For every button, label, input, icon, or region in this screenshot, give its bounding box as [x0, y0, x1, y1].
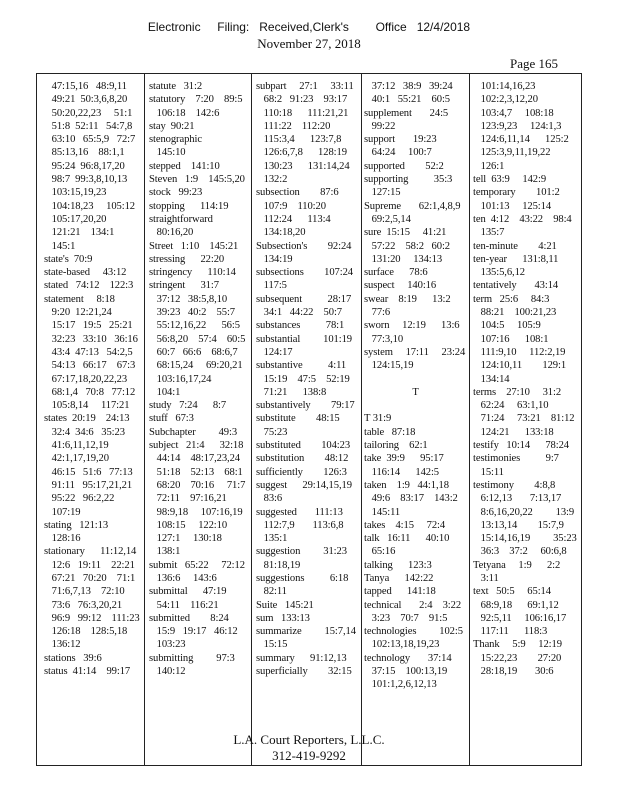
index-entry-line: 111:9,10 112:2,19 [473, 346, 566, 358]
index-column-3 [256, 80, 359, 678]
index-entry-line: tailoring 62:1 [364, 440, 428, 452]
index-entry-line: substantively 79:17 [256, 400, 355, 412]
index-entry-line: 126:6,7,8 128:19 [256, 147, 347, 159]
index-entry-line: testify 10:14 78:24 [473, 440, 569, 452]
index-entry-line: 15:14,16,19 35:23 [473, 533, 577, 545]
index-entry-line: ten 4:12 43:22 98:4 [473, 213, 572, 225]
index-entry-line: talk 16:11 40:10 [364, 533, 450, 545]
index-entry-line: 98:9,18 107:16,19 [149, 506, 243, 518]
index-entry-line: 54:11 116:21 [149, 599, 219, 611]
index-entry-line: temporary 101:2 [473, 187, 560, 199]
index-entry-line: 55:12,16,22 56:5 [149, 320, 240, 332]
index-entry-line: table 87:18 [364, 426, 416, 438]
index-entry-line: 91:11 95:17,21,21 [44, 479, 133, 491]
index-entry-line: 68:2 91:23 93:17 [256, 94, 348, 106]
index-entry-line: 134:14 [473, 373, 510, 385]
index-entry-line: 104:5 105:9 [473, 320, 541, 332]
index-entry-line: 124:21 133:18 [473, 426, 554, 438]
index-entry-line: 77:3,10 [364, 333, 404, 345]
index-entry-line: 145:1 [44, 240, 76, 252]
index-entry-line: 63:10 65:5,9 72:7 [44, 134, 136, 146]
index-entry-line: 67:17,18,20,22,23 [44, 373, 128, 385]
index-entry-line: study 7:24 8:7 [149, 400, 227, 412]
index-entry-line: 32:4 34:6 35:23 [44, 426, 125, 438]
index-entry-line: 103:4,7 108:18 [473, 107, 554, 119]
index-entry-line: 15:9 19:17 46:12 [149, 626, 238, 638]
index-entry-line: technologies 102:5 [364, 626, 463, 638]
index-entry-line: T 31:9 [364, 413, 392, 425]
index-entry-line: surface 78:6 [364, 267, 428, 279]
index-entry-line: 57:22 58:2 60:2 [364, 240, 450, 252]
index-entry-line: supporting 35:3 [364, 174, 453, 186]
index-entry-line: 71:21 138:8 [256, 386, 327, 398]
index-entry-line: terms 27:10 31:2 [473, 386, 562, 398]
index-entry-line: ten-year 131:8,11 [473, 253, 559, 265]
index-entry-line: 72:11 97:16,21 [149, 493, 227, 505]
index-entry-line: substitute 48:15 [256, 413, 340, 425]
index-entry-line: 15:11 [473, 466, 504, 478]
index-entry-line: 96:9 99:12 111:23 [44, 612, 140, 624]
index-entry-line: submit 65:22 72:12 [149, 559, 245, 571]
index-entry-line: 68:20 70:16 71:7 [149, 479, 246, 491]
index-entry-line: state-based 43:12 [44, 267, 127, 279]
index-entry-line: takes 4:15 72:4 [364, 519, 446, 531]
index-entry-line: Subchapter 49:3 [149, 426, 238, 438]
index-entry-line: 42:1,17,19,20 [44, 453, 109, 465]
index-entry-line [364, 373, 467, 386]
index-entry-line: 95:24 96:8,17,20 [44, 160, 125, 172]
index-entry-line: 34:1 44:22 50:7 [256, 307, 342, 319]
index-entry-line: 32:23 33:10 36:16 [44, 333, 138, 345]
filing-stamp-line: Electronic Filing: Received,Clerk's Office 12/4/2018 [147, 20, 471, 34]
index-entry-line: 103:15,19,23 [44, 187, 107, 199]
index-entry-line: 95:22 96:2,22 [44, 493, 115, 505]
index-entry-line: 103:23 [149, 639, 186, 651]
index-entry-line: 6:12,13 7:13,17 [473, 493, 562, 505]
index-entry-line: 28:18,19 30:6 [473, 666, 554, 678]
index-entry-line: submitting 97:3 [149, 652, 235, 664]
index-entry-line [364, 399, 467, 412]
index-entry-line: Tetyana 1:9 2:2 [473, 559, 561, 571]
index-entry-line: system 17:11 23:24 [364, 346, 466, 358]
index-entry-line: 71:6,7,13 72:10 [44, 586, 125, 598]
index-entry-line: 117:11 118:3 [473, 626, 548, 638]
index-entry-line: 88:21 100:21,23 [473, 307, 557, 319]
index-entry-line: 49:21 50:3,6,8,20 [44, 94, 128, 106]
index-entry-line: suspect 140:16 [364, 280, 437, 292]
index-entry-line: stuff 67:3 [149, 413, 194, 425]
index-entry-line: 75:23 [256, 426, 288, 438]
index-column-4 [364, 80, 467, 692]
index-entry-line: substituted 104:23 [256, 440, 351, 452]
index-entry-line: suggest 29:14,15,19 [256, 479, 352, 491]
index-entry-line: swear 8:19 13:2 [364, 293, 451, 305]
index-entry-line: 37:15 100:13,19 [364, 666, 448, 678]
column-divider [144, 73, 145, 766]
index-entry-line: stating 121:13 [44, 519, 109, 531]
index-entry-line: 135:1 [256, 533, 288, 545]
index-entry-line: stationary 11:12,14 [44, 546, 137, 558]
index-entry-line: stenographic [149, 134, 202, 146]
index-entry-line: subject 21:4 32:18 [149, 440, 244, 452]
index-entry-line: 81:18,19 [256, 559, 301, 571]
index-entry-line: statutory 7:20 89:5 [149, 94, 243, 106]
index-entry-line: 8:6,16,20,22 13:9 [473, 506, 575, 518]
index-entry-line: 130:23 131:14,24 [256, 160, 350, 172]
index-entry-line: substantive 4:11 [256, 360, 347, 372]
column-divider [469, 73, 470, 766]
index-entry-line: 64:24 100:7 [364, 147, 432, 159]
index-entry-line: 102:13,18,19,23 [364, 639, 440, 651]
index-entry-line: ten-minute 4:21 [473, 240, 557, 252]
index-entry-line: stringent 31:7 [149, 280, 219, 292]
index-entry-line: Tanya 142:22 [364, 572, 434, 584]
index-entry-line: 140:12 [149, 666, 186, 678]
index-entry-line: 117:5 [256, 280, 287, 292]
index-entry-line: 101:14,16,23 [473, 81, 536, 92]
index-entry-line: 108:15 122:10 [149, 519, 228, 531]
index-entry-line: 71:24 73:21 81:12 [473, 413, 575, 425]
index-entry-line: stations 39:6 [44, 652, 102, 664]
index-entry-line: 83:6 [256, 493, 283, 505]
index-entry-line: 54:13 66:17 67:3 [44, 360, 136, 372]
page-number: Page 165 [509, 56, 558, 71]
index-entry-line: 126:1 [473, 160, 505, 172]
index-entry-line: 40:1 55:21 60:5 [364, 94, 450, 106]
index-entry-line: submittal 47:19 [149, 586, 227, 598]
index-entry-line: 49:6 83:17 143:2 [364, 493, 458, 505]
index-entry-line: 43:4 47:13 54:2,5 [44, 346, 133, 358]
index-entry-line: text 50:5 65:14 [473, 586, 551, 598]
index-entry-line: tell 63:9 142:9 [473, 174, 547, 186]
index-entry-line: support 19:23 [364, 134, 437, 146]
index-entry-line: 124:15,19 [364, 360, 414, 372]
index-entry-line: tapped 141:18 [364, 586, 436, 598]
index-entry-line: 44:14 48:17,23,24 [149, 453, 240, 465]
index-entry-line: stock 99:23 [149, 187, 203, 199]
index-entry-line: technical 2:4 3:22 [364, 599, 462, 611]
index-entry-line: 104:18,23 105:12 [44, 200, 135, 212]
index-entry-line: substances 78:1 [256, 320, 345, 332]
index-entry-line: supported 52:2 [364, 160, 444, 172]
index-entry-line: subsequent 28:17 [256, 293, 352, 305]
index-entry-line: sum 133:13 [256, 612, 310, 624]
index-entry-line: 13:13,14 15:7,9 [473, 519, 564, 531]
index-entry-line: 60:7 66:6 68:6,7 [149, 346, 238, 358]
index-entry-line: 92:5,11 106:16,17 [473, 612, 567, 624]
index-entry-line: sworn 12:19 13:6 [364, 320, 460, 332]
index-entry-line: 68:15,24 69:20,21 [149, 360, 243, 372]
index-entry-line: states 20:19 24:13 [44, 413, 130, 425]
index-entry-line: subpart 27:1 33:11 [256, 81, 354, 92]
index-entry-line: stopping 114:19 [149, 200, 229, 212]
index-entry-line: suggestions 6:18 [256, 572, 349, 584]
index-entry-line: 39:23 40:2 55:7 [149, 307, 235, 319]
index-entry-line: 101:13 125:14 [473, 200, 552, 212]
index-entry-line: suggestion 31:23 [256, 546, 347, 558]
index-entry-line: 112:7,9 113:6,8 [256, 519, 344, 531]
index-entry-line: 41:6,11,12,19 [44, 440, 109, 452]
index-entry-line: 67:21 70:20 71:1 [44, 572, 136, 584]
index-entry-line: talking 123:3 [364, 559, 432, 571]
index-entry-line: 121:21 134:1 [44, 227, 115, 239]
index-entry-line: stepped 141:10 [149, 160, 220, 172]
index-column-5 [473, 80, 580, 678]
index-entry-line: taken 1:9 44:1,18 [364, 479, 449, 491]
index-entry-line: 138:1 [149, 546, 181, 558]
reporter-phone: 312-419-9292 [272, 748, 346, 763]
index-entry-line: submitted 8:24 [149, 612, 229, 624]
index-entry-line: 107:16 108:1 [473, 333, 549, 345]
index-entry-line: 107:19 [44, 506, 81, 518]
index-entry-line: 69:2,5,14 [364, 213, 411, 225]
index-entry-line: 46:15 51:6 77:13 [44, 466, 133, 478]
column-divider [251, 73, 252, 766]
index-entry-line: 136:12 [44, 639, 81, 651]
index-entry-line: stated 74:12 122:3 [44, 280, 134, 292]
index-entry-line: 50:20,22,23 51:1 [44, 107, 133, 119]
index-entry-line: 15:22,23 27:20 [473, 652, 562, 664]
index-column-2 [149, 80, 249, 678]
index-entry-line: T [412, 386, 419, 398]
index-entry-line: 99:22 [364, 120, 396, 132]
index-entry-line: 124:10,11 129:1 [473, 360, 567, 372]
index-entry-line: 145:11 [364, 506, 401, 518]
index-entry-line: 101:1,2,6,12,13 [364, 679, 437, 691]
index-entry-line: 131:20 134:13 [364, 253, 443, 265]
index-entry-line: subsection 87:6 [256, 187, 339, 199]
index-entry-line: summary 91:12,13 [256, 652, 347, 664]
index-entry-line: 82:11 [256, 586, 287, 598]
index-entry-line: 56:8,20 57:4 60:5 [149, 333, 246, 345]
index-entry-line: 77:6 [364, 307, 391, 319]
index-entry-line: 124:17 [256, 346, 293, 358]
index-entry-line: substantial 101:19 [256, 333, 352, 345]
index-entry-line: 80:16,20 [149, 227, 194, 239]
index-entry-line: 68:9,18 69:1,12 [473, 599, 559, 611]
index-entry-line: 134:18,20 [256, 227, 306, 239]
index-entry-line: statute 31:2 [149, 81, 203, 92]
index-entry-line: status 41:14 99:17 [44, 666, 131, 678]
index-entry-line: 51:18 52:13 68:1 [149, 466, 243, 478]
index-entry-line: Street 1:10 145:21 [149, 240, 239, 252]
index-entry-line: stressing 22:20 [149, 253, 225, 265]
index-entry-line: 125:3,9,11,19,22 [473, 147, 551, 159]
index-entry-line: 37:12 38:9 39:24 [364, 81, 453, 92]
filing-date-line: November 27, 2018 [257, 36, 361, 51]
index-entry-line: Steven 1:9 145:5,20 [149, 174, 245, 186]
index-entry-line: term 25:6 84:3 [473, 293, 550, 305]
index-entry-line: superficially 32:15 [256, 666, 352, 678]
index-entry-line: 73:6 76:3,20,21 [44, 599, 123, 611]
index-entry-line: supplement 24:5 [364, 107, 449, 119]
index-entry-line: Subsection's 92:24 [256, 240, 352, 252]
index-entry-line: 103:16,17,24 [149, 373, 212, 385]
index-entry-line: technology 37:14 [364, 652, 452, 664]
index-entry-line: 105:17,20,20 [44, 213, 107, 225]
index-entry-line: 98:7 99:3,8,10,13 [44, 174, 128, 186]
index-entry-line: Supreme 62:1,4,8,9 [364, 200, 461, 212]
index-entry-line: 107:9 110:20 [256, 200, 326, 212]
index-entry-line: 36:3 37:2 60:6,8 [473, 546, 567, 558]
index-entry-line: 112:24 113:4 [256, 213, 331, 225]
index-entry-line: sure 15:15 41:21 [364, 227, 447, 239]
index-entry-line: 65:16 [364, 546, 396, 558]
index-entry-line: 15:19 47:5 52:19 [256, 373, 350, 385]
index-entry-line: 111:22 112:20 [256, 120, 331, 132]
index-column-1 [44, 80, 142, 678]
index-entry-line: 37:12 38:5,8,10 [149, 293, 228, 305]
index-entry-line: 51:8 52:11 54:7,8 [44, 120, 133, 132]
reporter-company: L.A. Court Reporters, L.L.C. [233, 732, 385, 747]
index-entry-line: 132:2 [256, 174, 288, 186]
index-entry-line: stay 90:21 [149, 120, 195, 132]
index-entry-line: 136:6 143:6 [149, 572, 217, 584]
index-entry-line: 85:13,16 88:1,1 [44, 147, 125, 159]
index-entry-line: 127:15 [364, 187, 401, 199]
index-entry-line: 12:6 19:11 22:21 [44, 559, 135, 571]
index-entry-line: 47:15,16 48:9,11 [44, 81, 127, 92]
index-entry-line: statement 8:18 [44, 293, 115, 305]
index-entry-line: 110:18 111:21,21 [256, 107, 349, 119]
index-entry-line: 15:15 [256, 639, 288, 651]
index-entry-line: 9:20 12:21,24 [44, 307, 112, 319]
index-entry-line: sufficiently 126:3 [256, 466, 347, 478]
index-entry-line: state's 70:9 [44, 253, 93, 265]
index-entry-line: 135:5,6,12 [473, 267, 525, 279]
index-entry-line: 116:14 142:5 [364, 466, 440, 478]
index-entry-line: 105:8,14 117:21 [44, 400, 130, 412]
index-entry-line: stringency 110:14 [149, 267, 236, 279]
index-entry-line: 123:9,23 124:1,3 [473, 120, 562, 132]
index-entry-line: testimony 4:8,8 [473, 479, 556, 491]
index-entry-line: 62:24 63:1,10 [473, 400, 549, 412]
index-entry-line: 15:17 19:5 25:21 [44, 320, 133, 332]
index-entry-line: summarize 15:7,14 [256, 626, 356, 638]
index-entry-line: 124:6,11,14 125:2 [473, 134, 569, 146]
index-entry-line: take 39:9 95:17 [364, 453, 444, 465]
index-entry-line: 115:3,4 123:7,8 [256, 134, 342, 146]
index-entry-line: suggested 111:13 [256, 506, 343, 518]
index-entry-line: substitution 48:12 [256, 453, 349, 465]
index-entry-line: 104:1 [149, 386, 181, 398]
index-entry-line: 128:16 [44, 533, 81, 545]
index-entry-line: 68:1,4 70:8 77:12 [44, 386, 136, 398]
index-entry-line: subsections 107:24 [256, 267, 353, 279]
index-entry-line: 127:1 130:18 [149, 533, 222, 545]
index-entry-line: 106:18 142:6 [149, 107, 220, 119]
index-entry-line: 102:2,3,12,20 [473, 94, 538, 106]
index-entry-line: 3:11 [473, 572, 499, 584]
index-entry-line: 134:19 [256, 253, 293, 265]
index-entry-line: Suite 145:21 [256, 599, 314, 611]
index-entry-line: Thank 5:9 12:19 [473, 639, 562, 651]
index-entry-line: testimonies 9:7 [473, 453, 559, 465]
index-entry-line: tentatively 43:14 [473, 280, 559, 292]
index-entry-line: 135:7 [473, 227, 505, 239]
index-entry-line: straightforward [149, 213, 213, 225]
column-divider [361, 73, 362, 766]
index-entry-line: 145:10 [149, 147, 186, 159]
index-entry-line: 3:23 70:7 91:5 [364, 612, 448, 624]
index-entry-line: 126:18 128:5,18 [44, 626, 128, 638]
